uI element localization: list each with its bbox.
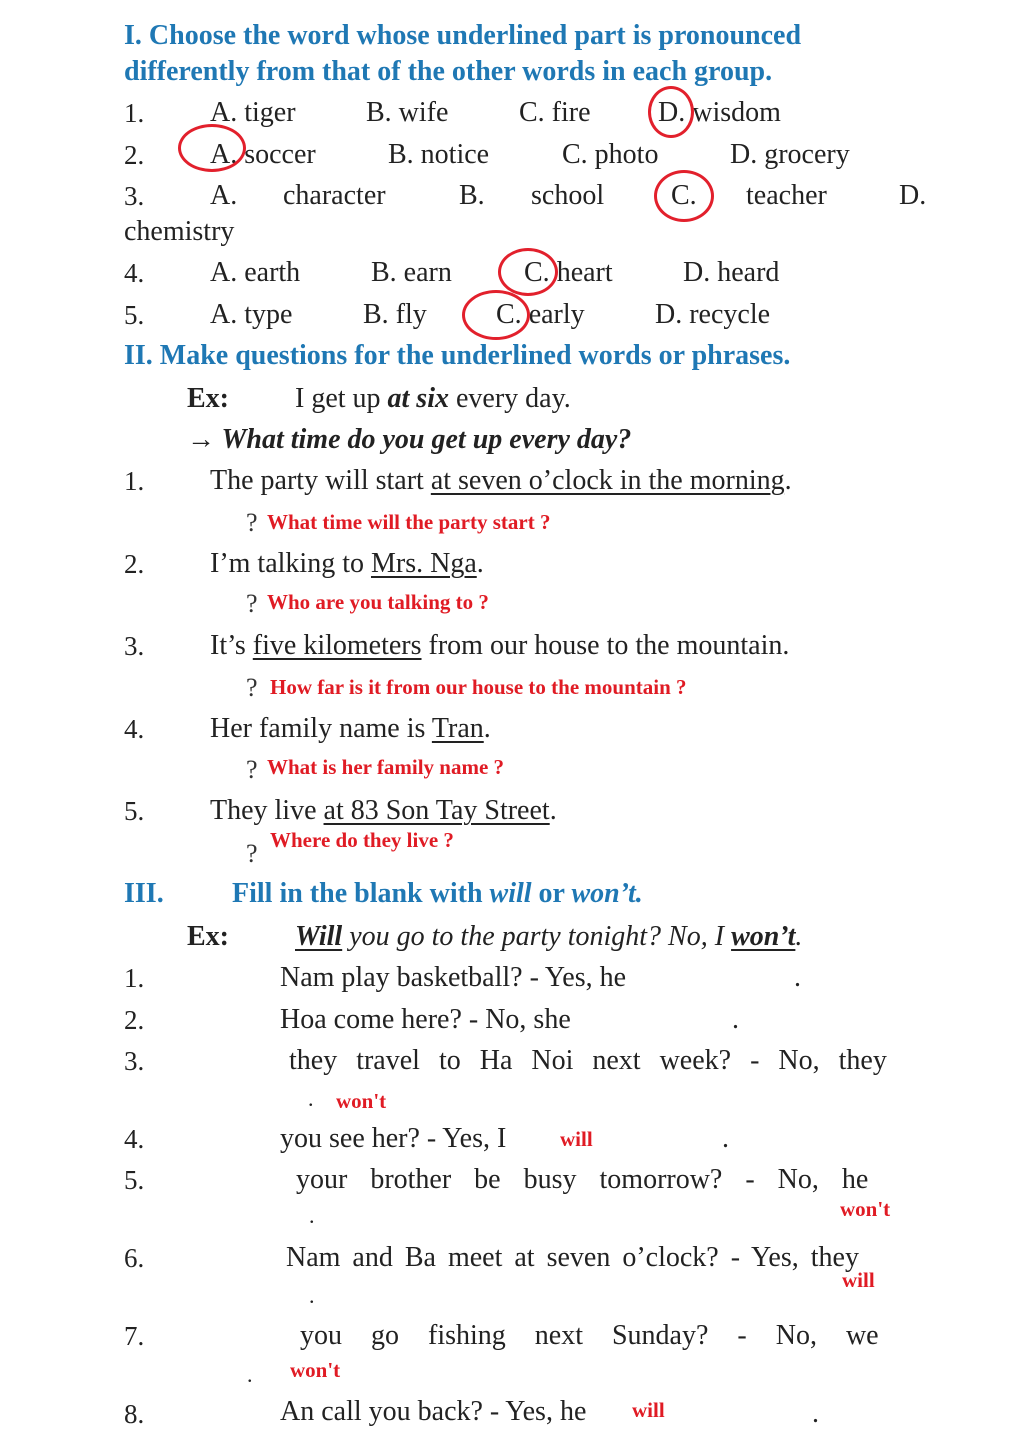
s1-row3-a-word: character: [283, 180, 386, 211]
answer-circle-row3: [654, 170, 714, 222]
s1-row4-option-a: A. earth: [210, 257, 301, 288]
s2-item1-answer: What time will the party start ?: [267, 510, 551, 534]
s3-item4-answer: will: [560, 1127, 593, 1151]
s1-row1-num: 1.: [124, 98, 145, 128]
s3-item4-num: 4.: [124, 1124, 145, 1154]
s3-item3-num: 3.: [124, 1046, 145, 1076]
s1-row1-option-b: B. wife: [366, 97, 449, 128]
s3-item6-answer: will: [842, 1268, 875, 1292]
s3-item3-answer: won't: [336, 1089, 387, 1113]
s3-item3-text: they travel to Ha Noi next week? - No, they: [289, 1045, 887, 1076]
s2-item4-mark: ?: [246, 755, 258, 784]
s1-row5-option-a: A. type: [210, 299, 293, 330]
s1-row2-option-a: A. soccer: [210, 139, 316, 170]
s1-row4-option-d: D. heard: [683, 257, 780, 288]
s3-item8-num: 8.: [124, 1399, 145, 1429]
answer-circle-row4: [498, 248, 558, 296]
s3-item7-dot: .: [247, 1362, 253, 1387]
s1-row5-option-b: B. fly: [363, 299, 427, 330]
s3-item5-dot: .: [309, 1203, 315, 1228]
s2-item4-sentence: Her family name is Tran.: [210, 713, 491, 744]
s3-item2-num: 2.: [124, 1005, 145, 1035]
s3-item3-dot: .: [308, 1086, 314, 1111]
s1-row4-option-b: B. earn: [371, 257, 452, 288]
s3-item7-answer: won't: [290, 1358, 341, 1382]
section1-title-line1: I. Choose the word whose underlined part is pronounced: [124, 20, 802, 51]
s3-item2-dot: .: [732, 1004, 739, 1035]
s1-row3-d-word: chemistry: [124, 216, 235, 247]
s2-example-label: Ex:: [187, 383, 229, 414]
s1-row2-option-b: B. notice: [388, 139, 490, 170]
s1-row5-option-d: D. recycle: [655, 299, 771, 330]
s2-item5-mark: ?: [246, 839, 258, 868]
s2-item3-mark: ?: [246, 673, 258, 702]
s1-row1-option-d: D. wisdom: [658, 97, 781, 128]
s2-example-sentence: I get up at six every day.: [295, 383, 571, 414]
s2-item5-answer: Where do they live ?: [270, 828, 454, 852]
s2-item3-num: 3.: [124, 631, 145, 661]
s1-row5-option-c: C. early: [496, 299, 585, 330]
s3-item8-text: An call you back? - Yes, he: [280, 1396, 587, 1427]
s1-row3-a-letter: A.: [210, 180, 238, 211]
s1-row1-option-a: A. tiger: [210, 97, 296, 128]
s2-item4-num: 4.: [124, 714, 145, 744]
answer-circle-row5: [462, 290, 530, 340]
answer-circle-row1: [648, 86, 694, 138]
s1-row3-b-letter: B.: [459, 180, 485, 211]
s2-item3-answer: How far is it from our house to the mountain ?: [270, 675, 687, 699]
s3-item8-dot: .: [812, 1398, 819, 1429]
s3-item2-text: Hoa come here? - No, she: [280, 1004, 571, 1035]
s3-item1-num: 1.: [124, 963, 145, 993]
s3-example-label: Ex:: [187, 921, 229, 952]
s1-row4-option-c: C. heart: [524, 257, 613, 288]
s2-item5-num: 5.: [124, 796, 145, 826]
s1-row3-c-letter: C.: [671, 180, 697, 211]
section1-title-line2: differently from that of the other words in each group.: [124, 56, 773, 87]
s2-item1-sentence: The party will start at seven o’clock in the morning.: [210, 465, 792, 496]
s2-item3-sentence: It’s five kilometers from our house to the mountain.: [210, 630, 790, 661]
s2-item2-answer: Who are you talking to ?: [267, 590, 489, 614]
s1-row2-num: 2.: [124, 140, 145, 170]
s3-item1-text: Nam play basketball? - Yes, he: [280, 962, 627, 993]
s3-item6-text: Nam and Ba meet at seven o’clock? - Yes, they: [286, 1242, 859, 1273]
s3-item6-dot: .: [309, 1283, 315, 1308]
s3-item7-text: you go fishing next Sunday? - No, we: [300, 1320, 879, 1351]
s3-example-sentence: Will you go to the party tonight? No, I won’t.: [295, 921, 803, 952]
s3-item5-num: 5.: [124, 1165, 145, 1195]
s2-item4-answer: What is her family name ?: [267, 755, 505, 779]
section2-title: II. Make questions for the underlined words or phrases.: [124, 340, 791, 371]
s2-item5-sentence: They live at 83 Son Tay Street.: [210, 795, 557, 826]
s1-row4-num: 4.: [124, 258, 145, 288]
s3-item6-num: 6.: [124, 1243, 145, 1273]
s1-row3-b-word: school: [531, 180, 605, 211]
s1-row1-option-c: C. fire: [519, 97, 591, 128]
s2-item2-sentence: I’m talking to Mrs. Nga.: [210, 548, 484, 579]
s3-item8-answer: will: [632, 1398, 665, 1422]
s1-row3-d-letter: D.: [899, 180, 927, 211]
s2-item2-mark: ?: [246, 589, 258, 618]
s3-item4-text: you see her? - Yes, I: [280, 1123, 507, 1154]
section3-title: Fill in the blank with will or won’t.: [232, 878, 643, 909]
s3-item7-num: 7.: [124, 1321, 145, 1351]
s3-item4-dot: .: [722, 1123, 729, 1154]
s1-row5-num: 5.: [124, 300, 145, 330]
s1-row3-c-word: teacher: [746, 180, 827, 211]
s2-example-answer: → What time do you get up every day?: [187, 424, 632, 455]
section3-title-num: III.: [124, 878, 164, 909]
s2-item1-num: 1.: [124, 466, 145, 496]
s2-item1-mark: ?: [246, 508, 258, 537]
s1-row2-option-c: C. photo: [562, 139, 659, 170]
s1-row3-num: 3.: [124, 181, 145, 211]
s3-item1-dot: .: [794, 962, 801, 993]
s3-item5-answer: won't: [840, 1197, 891, 1221]
s1-row2-option-d: D. grocery: [730, 139, 850, 170]
s2-item2-num: 2.: [124, 549, 145, 579]
s3-item5-text: your brother be busy tomorrow? - No, he: [296, 1164, 869, 1195]
answer-circle-row2: [178, 124, 246, 172]
